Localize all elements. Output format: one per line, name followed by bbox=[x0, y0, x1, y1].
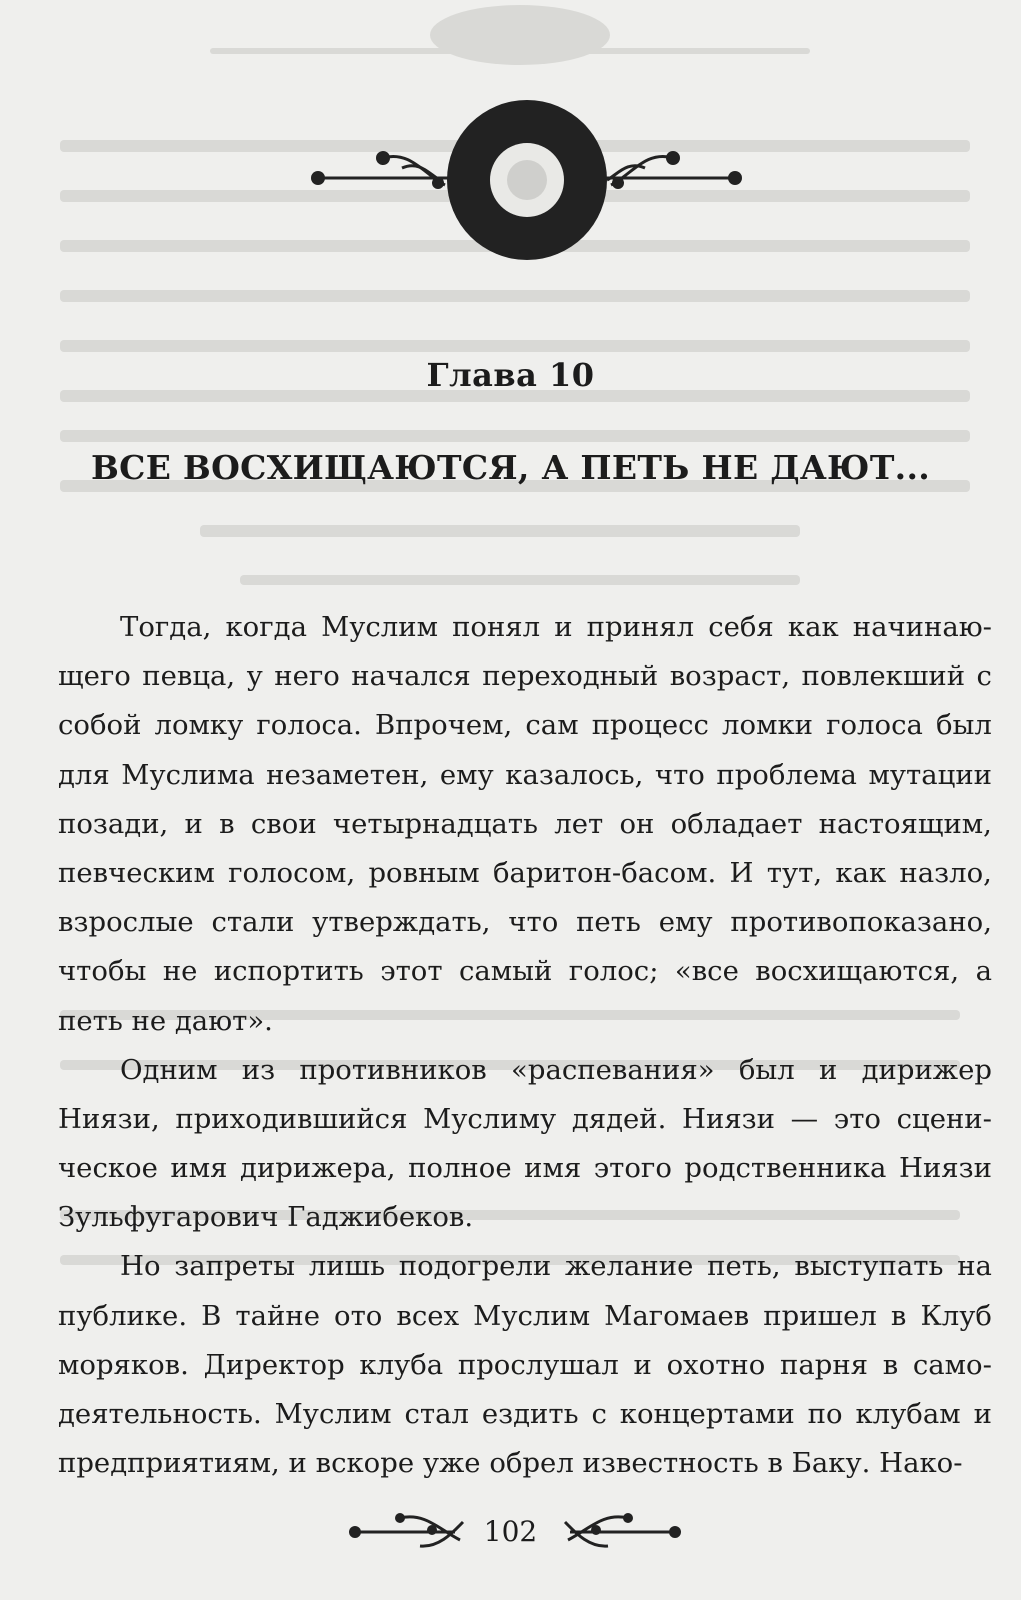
word: ровным bbox=[368, 856, 480, 889]
word: и bbox=[818, 1053, 838, 1086]
text-line bbox=[58, 1144, 992, 1193]
word: себя bbox=[708, 611, 774, 643]
word: в bbox=[882, 1348, 899, 1381]
word: был bbox=[935, 709, 992, 742]
word: клуба bbox=[359, 1348, 444, 1381]
word: был bbox=[738, 1053, 795, 1086]
word: всех bbox=[396, 1299, 460, 1332]
word: ездить bbox=[481, 1398, 579, 1430]
word: Впрочем, bbox=[375, 709, 513, 742]
word: Муслим bbox=[473, 1299, 591, 1332]
word: в bbox=[219, 807, 235, 840]
word: запреты bbox=[174, 1250, 295, 1283]
word: как bbox=[835, 856, 887, 889]
word: и bbox=[554, 611, 573, 643]
word: восхищаются, bbox=[755, 955, 960, 988]
body-text bbox=[58, 603, 992, 1488]
word: само- bbox=[912, 1348, 992, 1381]
word: четырнадцать bbox=[332, 807, 538, 840]
word: ломку bbox=[154, 709, 244, 742]
word: с bbox=[976, 660, 992, 693]
word: сцени- bbox=[896, 1102, 992, 1135]
word: лет bbox=[554, 807, 604, 840]
word: сам bbox=[525, 709, 579, 742]
word: взрослые bbox=[58, 906, 194, 939]
text-line: петь не дают». bbox=[58, 1004, 273, 1037]
word: Муслиму bbox=[423, 1102, 557, 1135]
word: самый bbox=[458, 955, 553, 988]
word: ломки bbox=[722, 709, 813, 742]
word: обладает bbox=[670, 807, 803, 840]
text-line bbox=[58, 849, 992, 898]
word: стал bbox=[404, 1398, 469, 1430]
word: утверждать, bbox=[312, 906, 491, 939]
word: мутации bbox=[868, 758, 992, 791]
word: не bbox=[162, 955, 198, 988]
word: возраст, bbox=[669, 660, 791, 693]
word: тайне bbox=[235, 1299, 320, 1332]
text-line: Зульфугарович Гаджибеков. bbox=[58, 1201, 474, 1234]
word: Муслим bbox=[274, 1398, 392, 1430]
word: незаметен, bbox=[266, 758, 429, 791]
word: собой bbox=[58, 709, 142, 742]
text-line bbox=[58, 1292, 992, 1341]
word: Муслим bbox=[321, 611, 438, 643]
word: петь bbox=[576, 906, 641, 939]
word: этого bbox=[593, 1152, 672, 1185]
word: него bbox=[274, 660, 340, 693]
word: в bbox=[890, 1299, 907, 1332]
word: Но bbox=[120, 1250, 161, 1283]
word: что bbox=[654, 758, 705, 791]
word: родственника bbox=[684, 1152, 887, 1185]
word: «все bbox=[674, 955, 739, 988]
word: а bbox=[975, 955, 992, 988]
word: настоящим, bbox=[818, 807, 992, 840]
word: и bbox=[633, 1348, 652, 1381]
word: противопоказано, bbox=[730, 906, 992, 939]
word: подогрели bbox=[398, 1250, 552, 1283]
word: повлекший bbox=[801, 660, 966, 693]
word: этот bbox=[380, 955, 443, 988]
word: чтобы bbox=[58, 955, 147, 988]
text-line bbox=[58, 1341, 992, 1390]
word: охотно bbox=[666, 1348, 766, 1381]
word: имя bbox=[170, 1152, 228, 1185]
word: лишь bbox=[308, 1250, 386, 1283]
word: с bbox=[591, 1398, 607, 1430]
word: Магомаев bbox=[604, 1299, 750, 1332]
word: и bbox=[973, 1398, 992, 1430]
word: ото bbox=[334, 1299, 383, 1332]
word: начинаю- bbox=[852, 611, 992, 643]
word: щего bbox=[58, 660, 131, 693]
word: проблема bbox=[716, 758, 857, 791]
text-line bbox=[58, 800, 992, 849]
word: петь, bbox=[707, 1250, 781, 1283]
word: позади, bbox=[58, 807, 169, 840]
word: певческим bbox=[58, 856, 215, 889]
text-line bbox=[58, 1046, 992, 1095]
word: Одним bbox=[120, 1053, 218, 1086]
word: клубам bbox=[855, 1398, 961, 1430]
word: дирижер bbox=[861, 1053, 992, 1086]
word: переходный bbox=[482, 660, 659, 693]
word: концертами bbox=[619, 1398, 795, 1430]
word: для bbox=[58, 758, 110, 791]
word: из bbox=[241, 1053, 276, 1086]
word: ему bbox=[658, 906, 713, 939]
word: и bbox=[184, 807, 203, 840]
word: «распевания» bbox=[511, 1053, 715, 1086]
text-line bbox=[58, 751, 992, 800]
word: Муслима bbox=[121, 758, 255, 791]
word: Тогда, bbox=[120, 611, 212, 643]
word: выступать bbox=[794, 1250, 944, 1283]
word: пришел bbox=[763, 1299, 877, 1332]
page-number: 102 bbox=[483, 1515, 538, 1548]
text-line bbox=[58, 947, 992, 996]
word: на bbox=[957, 1250, 992, 1283]
text-line bbox=[58, 1095, 992, 1144]
word: у bbox=[246, 660, 263, 693]
word: желание bbox=[565, 1250, 694, 1283]
word: он bbox=[619, 807, 655, 840]
word: парня bbox=[780, 1348, 869, 1381]
word: процесс bbox=[591, 709, 709, 742]
word: имя bbox=[524, 1152, 582, 1185]
word: назло, bbox=[899, 856, 992, 889]
word: голоса. bbox=[256, 709, 362, 742]
word: Ниязи bbox=[682, 1102, 776, 1135]
word: И bbox=[729, 856, 754, 889]
word: полное bbox=[408, 1152, 512, 1185]
word: Ниязи bbox=[898, 1152, 992, 1185]
word: ческое bbox=[58, 1152, 158, 1185]
word: тут, bbox=[766, 856, 823, 889]
word: ему bbox=[439, 758, 494, 791]
word: прослушал bbox=[457, 1348, 619, 1381]
text-line bbox=[58, 701, 992, 750]
word: В bbox=[201, 1299, 222, 1332]
word: противников bbox=[299, 1053, 487, 1086]
chapter-label: Глава 10 bbox=[426, 356, 595, 394]
word: начался bbox=[351, 660, 471, 693]
word: испортить bbox=[213, 955, 364, 988]
text-line bbox=[58, 1242, 992, 1291]
word: свои bbox=[250, 807, 317, 840]
text-line: предприятиям, и вскоре уже обрел известность в Баку. Нако- bbox=[58, 1447, 963, 1480]
word: дядей. bbox=[571, 1102, 667, 1135]
word: Директор bbox=[203, 1348, 345, 1381]
word: баритон-басом. bbox=[492, 856, 717, 889]
text-line bbox=[58, 898, 992, 947]
word: Клуб bbox=[920, 1299, 992, 1332]
word: голосом, bbox=[228, 856, 356, 889]
word: моряков. bbox=[58, 1348, 189, 1381]
word: голоса bbox=[826, 709, 923, 742]
word: когда bbox=[225, 611, 307, 643]
word: это bbox=[833, 1102, 881, 1135]
word: приходившийся bbox=[175, 1102, 408, 1135]
word: деятельность. bbox=[58, 1398, 262, 1430]
chapter-title: ВСЕ ВОСХИЩАЮТСЯ, А ПЕТЬ НЕ ДАЮТ... bbox=[90, 448, 931, 487]
text-line bbox=[58, 652, 992, 701]
word: публике. bbox=[58, 1299, 188, 1332]
word: стали bbox=[211, 906, 295, 939]
disc-ornament-icon bbox=[0, 95, 1021, 275]
word: по bbox=[807, 1398, 843, 1430]
word: как bbox=[787, 611, 839, 643]
text-line bbox=[58, 603, 992, 652]
word: певца, bbox=[142, 660, 236, 693]
text-line bbox=[58, 1390, 992, 1439]
word: принял bbox=[586, 611, 695, 643]
word: казалось, bbox=[505, 758, 644, 791]
word: — bbox=[790, 1102, 819, 1135]
word: дирижера, bbox=[240, 1152, 396, 1185]
word: понял bbox=[452, 611, 541, 643]
word: голос; bbox=[568, 955, 659, 988]
word: Ниязи, bbox=[58, 1102, 160, 1135]
word: что bbox=[508, 906, 559, 939]
